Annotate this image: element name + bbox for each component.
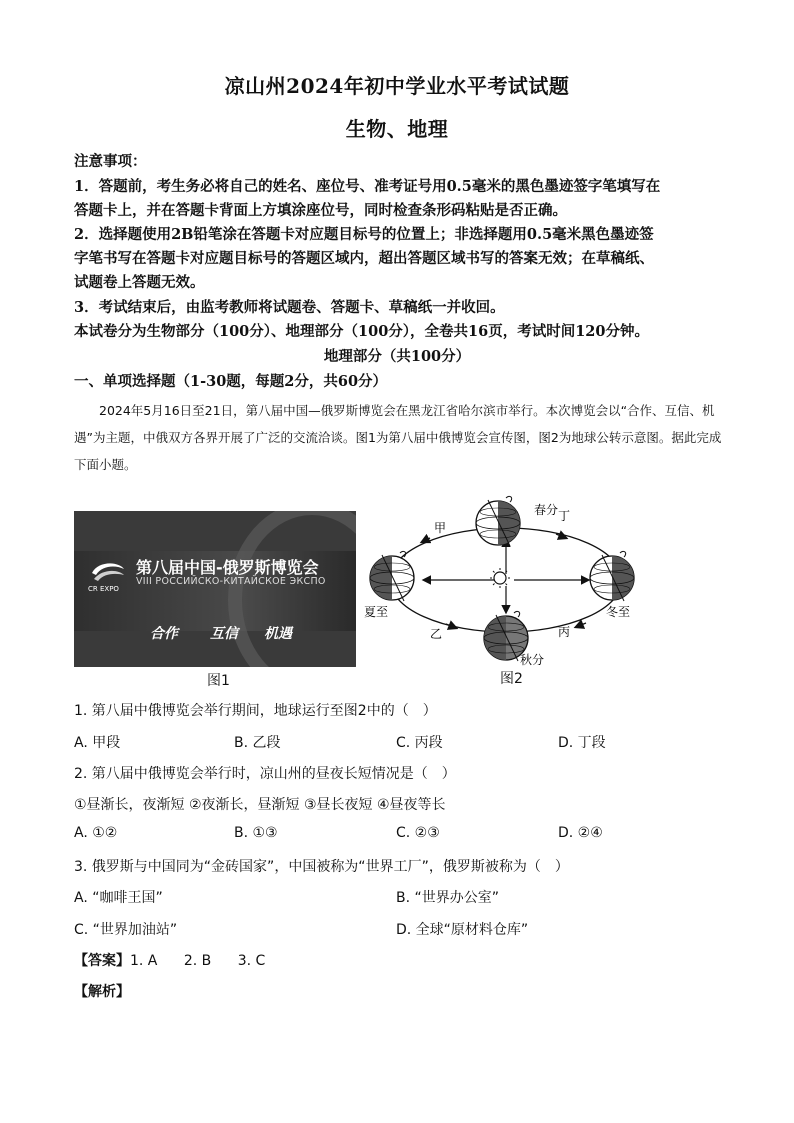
- question-1-stem: 1. 第八届中俄博览会举行期间，地球运行至图2中的（ ）: [74, 703, 437, 719]
- answer-label: 【答案】: [74, 953, 130, 969]
- slogan-3: 机遇: [264, 626, 292, 642]
- expo-title-ru: VIII РОССИЙСКО-КИТАЙСКОЕ ЭКСПО: [136, 576, 326, 587]
- label-segment-a: 甲: [434, 521, 447, 535]
- q1-option-c: C. 丙段: [396, 735, 443, 751]
- label-winter: 冬至: [606, 605, 631, 619]
- part-title: 地理部分（共100分）: [323, 348, 471, 365]
- q1-option-d: D. 丁段: [558, 735, 606, 751]
- figure-2-caption: 图2: [500, 671, 523, 687]
- q3-option-b: B. “世界办公室”: [396, 890, 500, 906]
- q3-option-c: C. “世界加油站”: [74, 922, 178, 938]
- notes-line-5: 试题卷上答题无效。: [74, 274, 205, 291]
- q1-option-b: B. 乙段: [234, 735, 281, 751]
- section-heading: 一、单项选择题（1-30题，每题2分，共60分）: [74, 373, 388, 390]
- notes-heading: 注意事项：: [74, 153, 147, 170]
- expo-title-cn: 第八届中国-俄罗斯博览会: [136, 558, 319, 577]
- question-3-stem: 3. 俄罗斯与中国同为“金砖国家”，中国被称为“世界工厂”，俄罗斯被称为（ ）: [74, 859, 569, 875]
- sun-icon: [490, 568, 510, 588]
- figure-1-expo-poster: [74, 511, 356, 667]
- notes-line-1: 1．答题前，考生务必将自己的姓名、座位号、准考证号用0.5毫米的黑色墨迹签字笔填写在: [74, 178, 661, 195]
- answer-1: 1. A: [130, 953, 158, 969]
- label-summer: 夏至: [364, 605, 389, 619]
- answer-2: 2. B: [183, 953, 212, 969]
- expo-logo-icon: [88, 559, 128, 585]
- question-2-statements: ①昼渐长，夜渐短 ②夜渐长，昼渐短 ③昼长夜短 ④昼夜等长: [74, 797, 446, 813]
- slogan-1: 合作: [150, 626, 178, 642]
- q3-option-d: D. 全球“原材料仓库”: [396, 922, 529, 938]
- figure-1-caption: 图1: [207, 673, 230, 689]
- label-autumn: 秋分: [520, 653, 545, 667]
- notes-line-7: 本试卷分为生物部分（100分）、地理部分（100分），全卷共16页，考试时间120分钟。: [74, 323, 649, 340]
- globe-summer-solstice-icon: [370, 551, 414, 601]
- label-spring: 春分: [534, 503, 559, 517]
- q3-option-a: A. “咖啡王国”: [74, 890, 163, 906]
- notes-line-3: 2．选择题使用2B铅笔涂在答题卡对应题目标号的位置上；非选择题用0.5毫米黑色墨迹签: [74, 226, 654, 243]
- expo-logo-text: CR EXPO: [88, 585, 119, 593]
- notes-line-6: 3．考试结束后，由监考教师将试题卷、答题卡、草稿纸一并收回。: [74, 299, 505, 316]
- globe-winter-solstice-icon: [590, 551, 634, 601]
- globe-spring-equinox-icon: [476, 496, 520, 546]
- label-segment-d: 丁: [558, 509, 571, 523]
- q2-option-b: B. ①③: [234, 825, 278, 841]
- label-segment-c: 丙: [558, 625, 571, 639]
- label-segment-b: 乙: [430, 627, 443, 641]
- analysis-label: 【解析】: [74, 984, 130, 1000]
- q2-option-a: A. ①②: [74, 825, 118, 841]
- q1-option-a: A. 甲段: [74, 735, 121, 751]
- notes-line-4: 字笔书写在答题卡对应题目标号的答题区域内，超出答题区域书写的答案无效；在草稿纸、: [74, 250, 654, 267]
- page-subtitle: 生物、地理: [345, 117, 449, 141]
- question-2-stem: 2. 第八届中俄博览会举行时，凉山州的昼夜长短情况是（ ）: [74, 766, 456, 782]
- figure-2-orbit-diagram: [360, 490, 650, 670]
- answer-row: [74, 950, 265, 970]
- answer-3: 3. C: [237, 953, 266, 969]
- page-title: 凉山州2024年初中学业水平考试试题: [224, 74, 570, 98]
- q2-option-c: C. ②③: [396, 825, 440, 841]
- notes-line-2: 答题卡上，并在答题卡背面上方填涂座位号，同时检查条形码粘贴是否正确。: [74, 202, 567, 219]
- q2-option-d: D. ②④: [558, 825, 603, 841]
- slogan-2: 互信: [210, 626, 238, 642]
- reading-passage: 2024年5月16日至21日，第八届中国—俄罗斯博览会在黑龙江省哈尔滨市举行。本次博览会以“合作、互信、机遇”为主题，中俄双方各界开展了广泛的交流洽谈。图1为第八届中俄博览会宣传图，图2为地球公转示意图。据此完成下面小题。: [74, 403, 722, 472]
